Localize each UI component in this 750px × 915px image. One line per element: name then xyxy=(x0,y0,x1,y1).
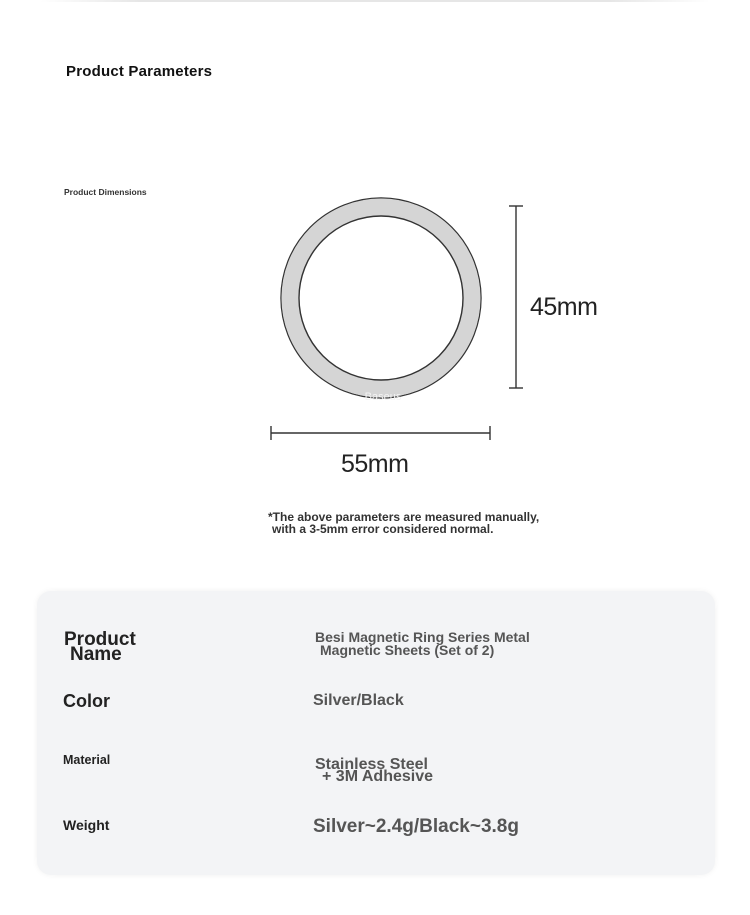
material-value-line-2: + 3M Adhesive xyxy=(322,768,434,785)
dimension-diagram xyxy=(250,180,650,490)
material-value-line-1: Stainless Steel xyxy=(315,756,428,773)
height-value: 45mm xyxy=(530,293,598,321)
weight-label: Weight xyxy=(63,817,110,833)
measurement-note xyxy=(268,511,539,535)
note-line-2: with a 3-5mm error considered normal. xyxy=(272,522,494,536)
top-divider xyxy=(40,0,710,2)
note-line-1: *The above parameters are measured manually, xyxy=(268,510,540,524)
weight-value: Silver~2.4g/Black~3.8g xyxy=(313,816,519,837)
product-name-value-line-1: Besi Magnetic Ring Series Metal xyxy=(315,629,530,645)
dimensions-label: Product Dimensions xyxy=(64,187,147,197)
color-label: Color xyxy=(63,691,110,711)
product-name-label-line-2: Name xyxy=(70,644,122,665)
ring-watermark: Baseus xyxy=(364,391,402,403)
ring-drawing xyxy=(250,180,650,490)
product-name-value-line-2: Magnetic Sheets (Set of 2) xyxy=(320,642,495,658)
ring-inner xyxy=(299,216,463,380)
product-name-value xyxy=(315,631,530,657)
color-value: Silver/Black xyxy=(313,692,404,709)
width-value: 55mm xyxy=(341,450,409,478)
material-value xyxy=(315,756,434,785)
product-name-label-line-1: Product xyxy=(64,629,136,650)
section-title: Product Parameters xyxy=(66,63,213,80)
product-name-label xyxy=(64,629,136,665)
parameters-card xyxy=(37,591,715,875)
material-label: Material xyxy=(63,753,111,767)
